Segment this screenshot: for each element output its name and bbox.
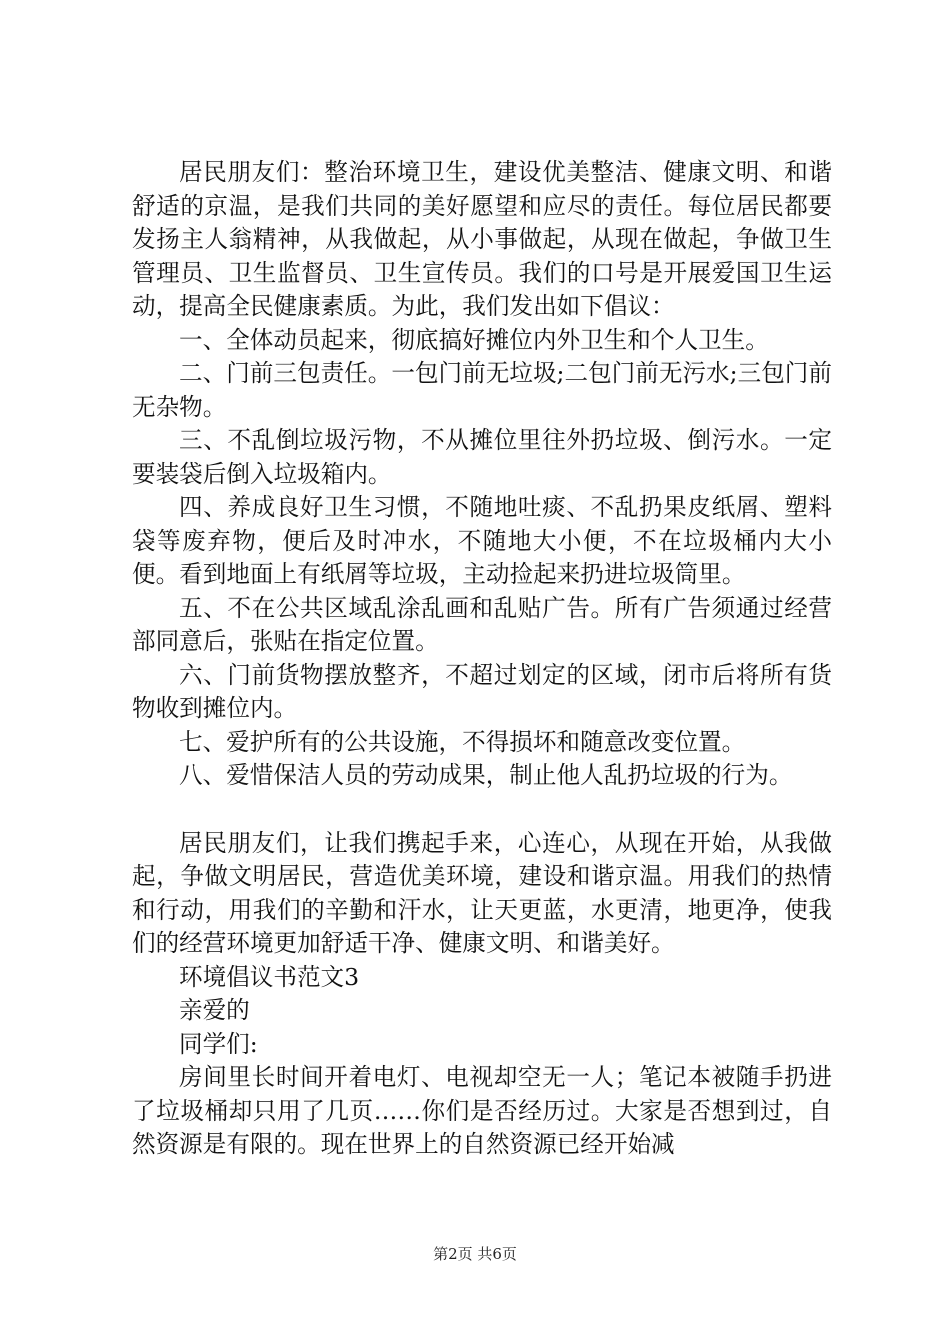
paragraph-item-5: 五、不在公共区域乱涂乱画和乱贴广告。所有广告须通过经营部同意后，张贴在指定位置。	[132, 593, 832, 655]
paragraph-intro: 居民朋友们：整治环境卫生，建设优美整洁、健康文明、和谐舒适的京温，是我们共同的美好愿望和应尽的责任。每位居民都要发扬主人翁精神，从我做起，从小事做起，从现在做起，争做卫生管理员、卫生监督员、卫生宣传员。我们的口号是开展爱国卫生运动，提高全民健康素质。为此，我们发出如下倡议：	[132, 158, 832, 320]
paragraph-item-3: 三、不乱倒垃圾污物，不从摊位里往外扔垃圾、倒污水。一定要装袋后倒入垃圾箱内。	[132, 426, 832, 488]
page-number-footer: 第2页 共6页	[433, 1245, 517, 1263]
salutation-line-2: 同学们:	[179, 1029, 258, 1058]
paragraph-spacer	[132, 793, 832, 827]
paragraph-item-8: 八、爱惜保洁人员的劳动成果，制止他人乱扔垃圾的行为。	[179, 761, 793, 789]
paragraph-item-4: 四、养成良好卫生习惯，不随地吐痰、不乱扔果皮纸屑、塑料袋等废弃物，便后及时冲水，不随地大小便，不在垃圾桶内大小便。看到地面上有纸屑等垃圾，主动捡起来扔进垃圾筒里。	[132, 493, 832, 588]
paragraph-item-6: 六、门前货物摆放整齐，不超过划定的区域，闭市后将所有货物收到摊位内。	[132, 660, 832, 722]
salutation-line-1: 亲爱的	[179, 996, 250, 1024]
paragraph-item-1: 一、全体动员起来，彻底搞好摊位内外卫生和个人卫生。	[179, 325, 769, 354]
paragraph-item-7: 七、爱护所有的公共设施，不得损坏和随意改变位置。	[179, 727, 746, 756]
paragraph-item-2: 二、门前三包责任。一包门前无垃圾;二包门前无污水;三包门前无杂物。	[132, 359, 832, 421]
section-title: 环境倡议书范文3	[179, 962, 360, 991]
paragraph-body: 房间里长时间开着电灯、电视却空无一人；笔记本被随手扔进了垃圾桶却只用了几页……你们是否经历过。大家是否想到过，自然资源是有限的。现在世界上的自然资源已经开始减	[132, 1063, 832, 1158]
paragraph-closing: 居民朋友们，让我们携起手来，心连心，从现在开始，从我做起，争做文明居民，营造优美环境，建设和谐京温。用我们的热情和行动，用我们的辛勤和汗水，让天更蓝，水更清，地更净，使我们的经营环境更加舒适干净、健康文明、和谐美好。	[132, 828, 832, 957]
document-body	[132, 156, 832, 1162]
